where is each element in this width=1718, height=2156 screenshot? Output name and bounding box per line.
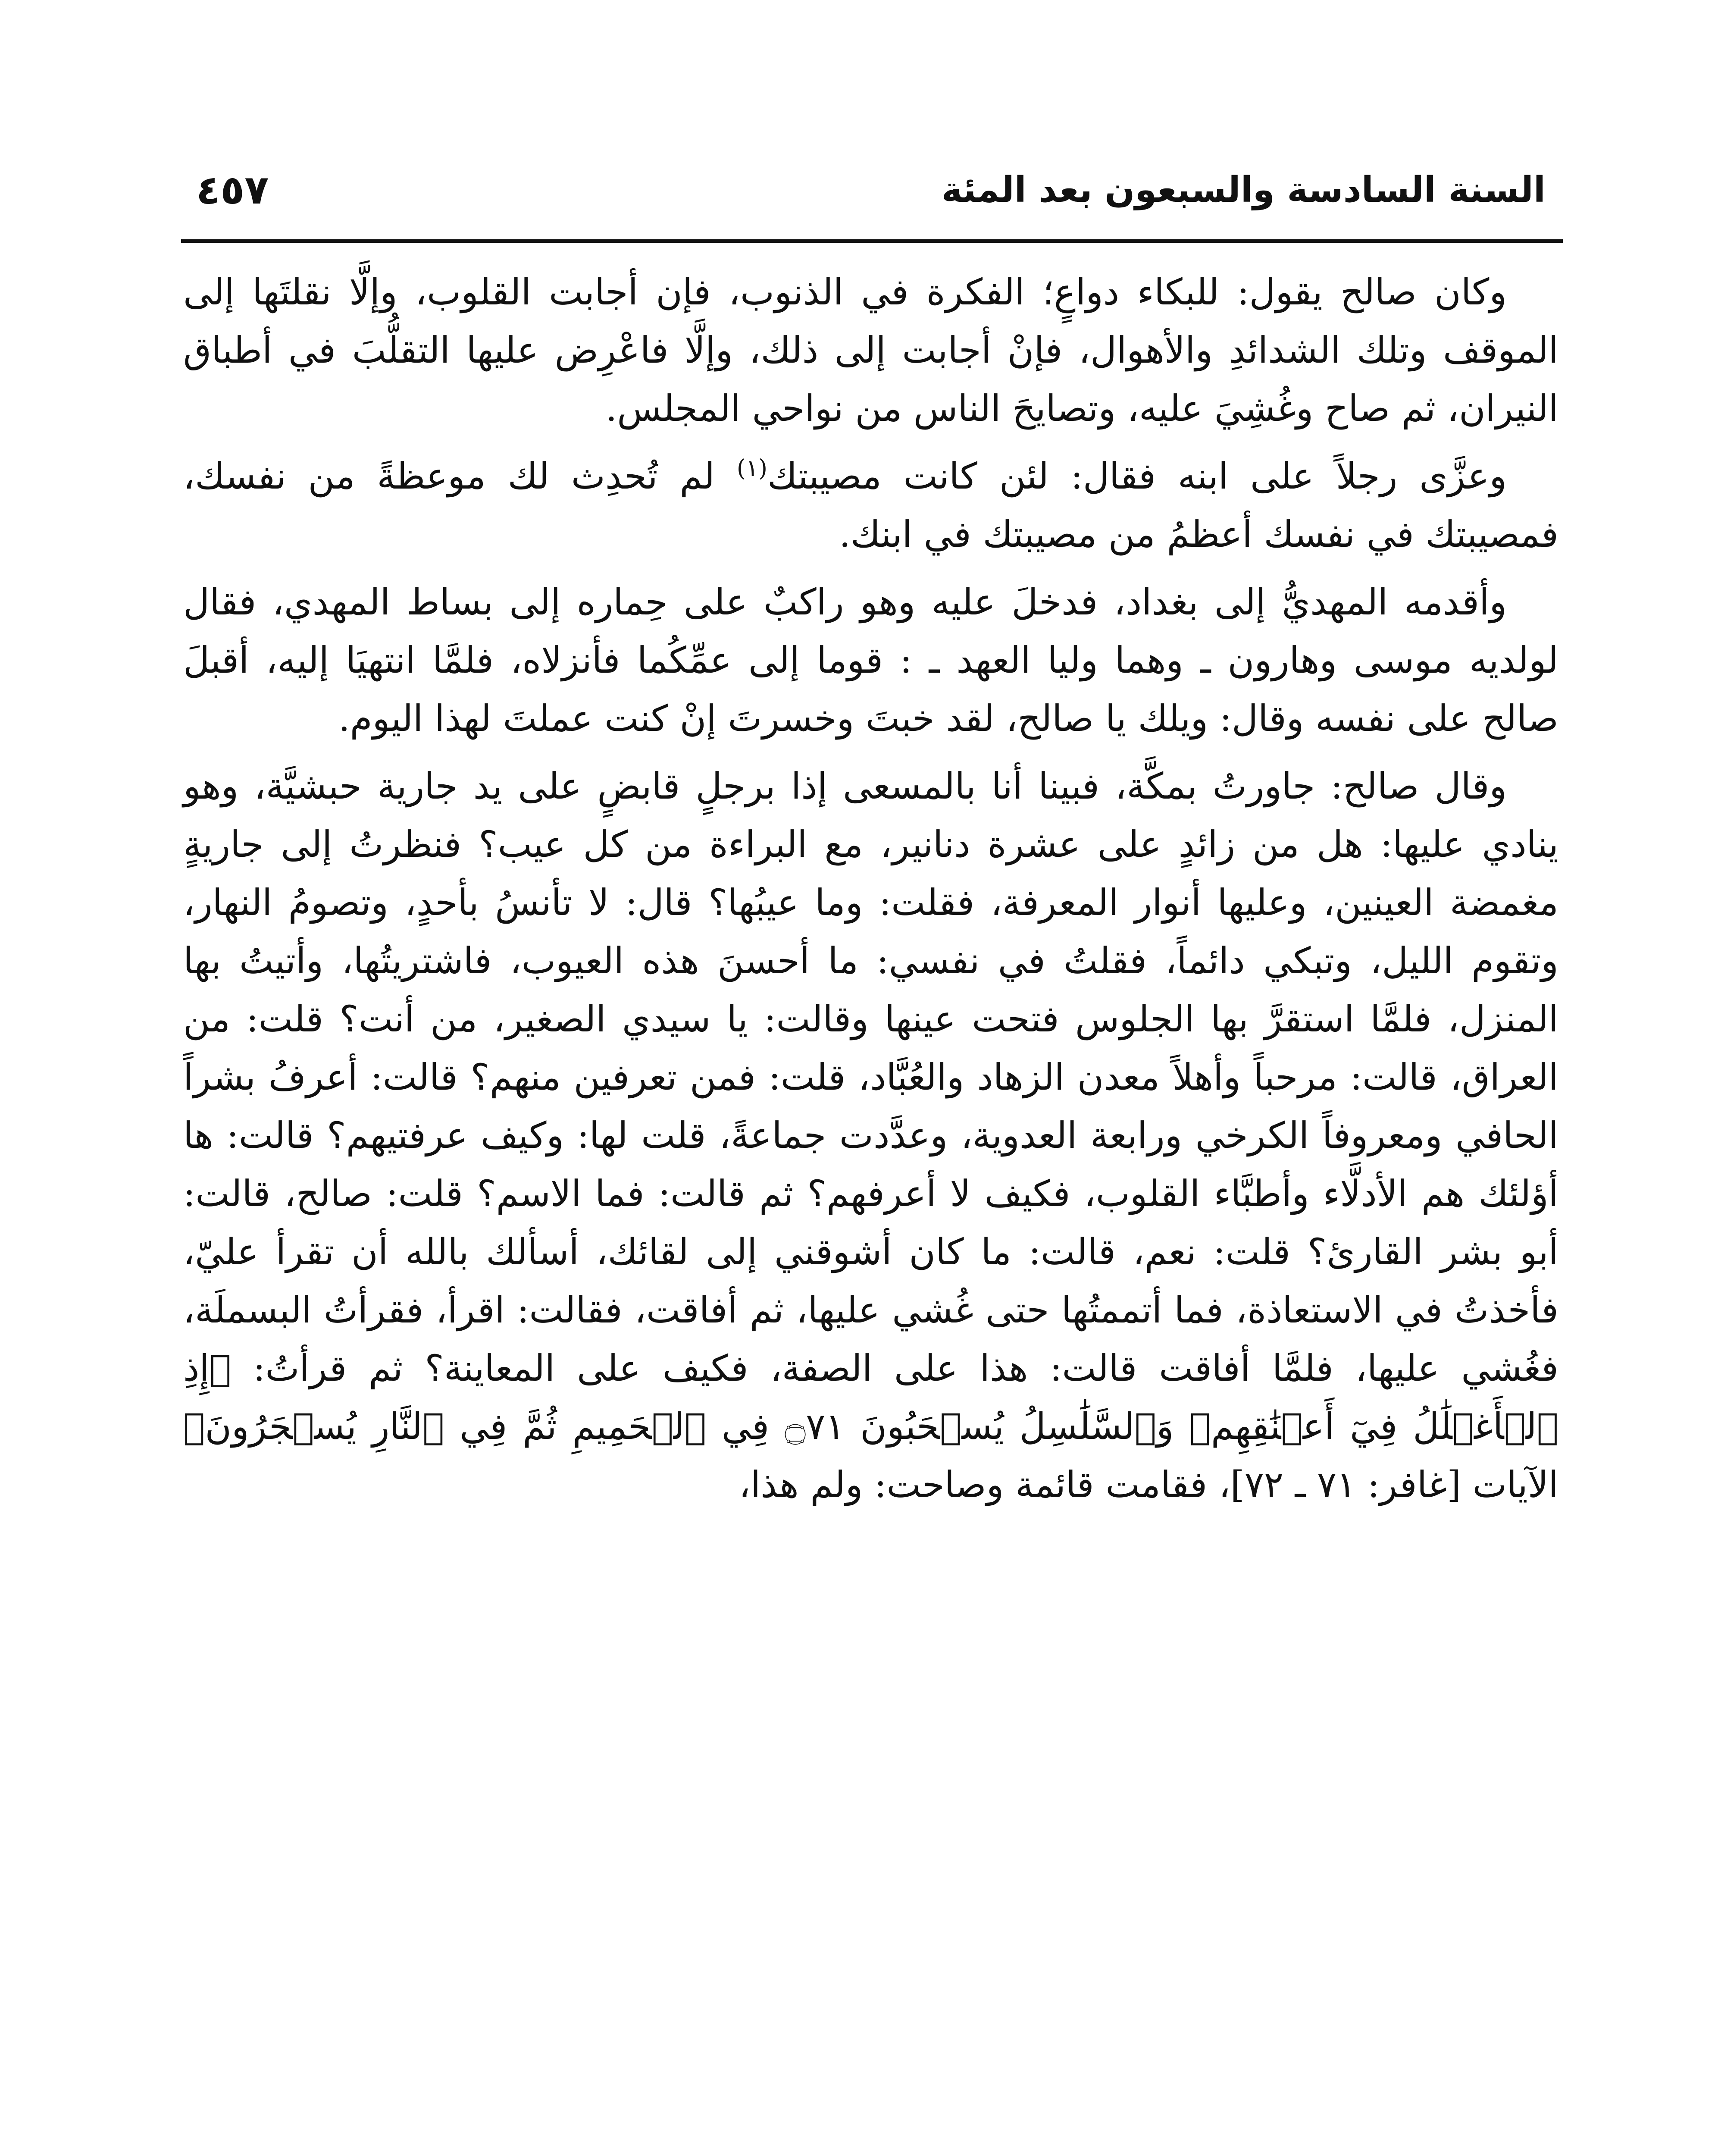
paragraph-condolence xyxy=(183,447,1558,564)
main-text xyxy=(183,263,1558,1523)
paragraph-text: لم تُحدِث لك موعظةً من نفسك، فمصيبتك في نفسك أعظمُ من مصيبتك في ابنك. xyxy=(183,455,1558,555)
paragraph-weeping xyxy=(183,263,1558,438)
paragraph-text: وكان صالح يقول: للبكاء دواعٍ؛ الفكرة في الذنوب، فإن أجابت القلوب، وإلَّا نقلتَها إلى الموقف وتلك الشدائدِ والأهوال، فإنْ أجابت إلى ذلك، وإلَّا فاعْرِض عليها التقلُّبَ في أطباق النيران، ثم صاح وغُشِيَ عليه، وتصايحَ الناس من نواحي المجلس. xyxy=(183,271,1558,429)
quran-verse: ﴿إِذِ ٱلۡأَغۡلَٰلُ فِيٓ أَعۡنَٰقِهِمۡ وَٱلسَّلَٰسِلُ يُسۡحَبُونَ ۝٧١ فِي ٱلۡحَمِيمِ ثُمَّ فِي ٱلنَّارِ يُسۡجَرُونَ﴾ xyxy=(183,1347,1558,1448)
running-title: السنة السادسة والسبعون بعد المئة xyxy=(941,169,1546,210)
page-number: ٤٥٧ xyxy=(196,167,269,213)
paragraph-text: وقال صالح: جاورتُ بمكَّة، فبينا أنا بالمسعى إذا برجلٍ قابضٍ على يد جارية حبشيَّة، وهو ينادي عليها: هل من زائدٍ على عشرة دنانير، مع البراءة من كل عيب؟ فنظرتُ إلى جاريةٍ مغمضة العينين، وعليها أنوار المعرفة، فقلت: وما عيبُها؟ قال: لا تأنسُ بأحدٍ، وتصومُ النهار، وتقوم الليل، وتبكي دائماً، فقلتُ في نفسي: ما أحسنَ هذه العيوب، فاشتريتُها، وأتيتُ بها المنزل، فلمَّا استقرَّ بها الجلوس فتحت عينها وقالت: يا سيدي الصغير، من أنت؟ قلت: من العراق، قالت: مرحباً وأهلاً معدن الزهاد والعُبَّاد، قلت: فمن تعرفين منهم؟ قالت: أعرفُ بشراً الحافي ومعروفاً الكرخي ورابعة العدوية، وعدَّدت جماعةً، قلت لها: وكيف عرفتيهم؟ قالت: ها أؤلئك هم الأدلَّاء وأطبَّاء القلوب، فكيف لا أعرفهم؟ ثم قالت: فما الاسم؟ قلت: صالح، قالت: أبو بشر القارئ؟ قلت: نعم، قالت: ما كان أشوقني إلى لقائك، أسألك بالله أن تقرأ عليّ، فأخذتُ في الاستعاذة، فما أتممتُها حتى غُشي عليها، ثم أفاقت، فقالت: اقرأ، فقرأتُ البسملَة، فغُشي عليها، فلمَّا أفاقت قالت: هذا على الصفة، فكيف على المعاينة؟ ثم قرأتُ: xyxy=(183,765,1559,1389)
footnote-reference: (١) xyxy=(736,454,768,482)
paragraph-text: وأقدمه المهديُّ إلى بغداد، فدخلَ عليه وهو راكبٌ على حِماره إلى بساط المهدي، فقال لولديه موسى وهارون ـ وهما وليا العهد ـ : قوما إلى عمِّكُما فأنزلاه، فلمَّا انتهيَا إليه، أقبلَ صالح على نفسه وقال: ويلك يا صالح، لقد خبتَ وخسرتَ إنْ كنت عملتَ لهذا اليوم. xyxy=(183,581,1558,740)
paragraph-text: وعزَّى رجلاً على ابنه فقال: لئن كانت مصيبتك xyxy=(767,455,1507,497)
paragraph-text: الآيات [غافر: ٧١ ـ ٧٢]، فقامت قائمة وصاحت: ولم هذا، xyxy=(739,1463,1558,1506)
paragraph-mahdi xyxy=(183,573,1558,748)
paragraph-mecca xyxy=(183,757,1558,1514)
header-rule xyxy=(181,239,1563,243)
